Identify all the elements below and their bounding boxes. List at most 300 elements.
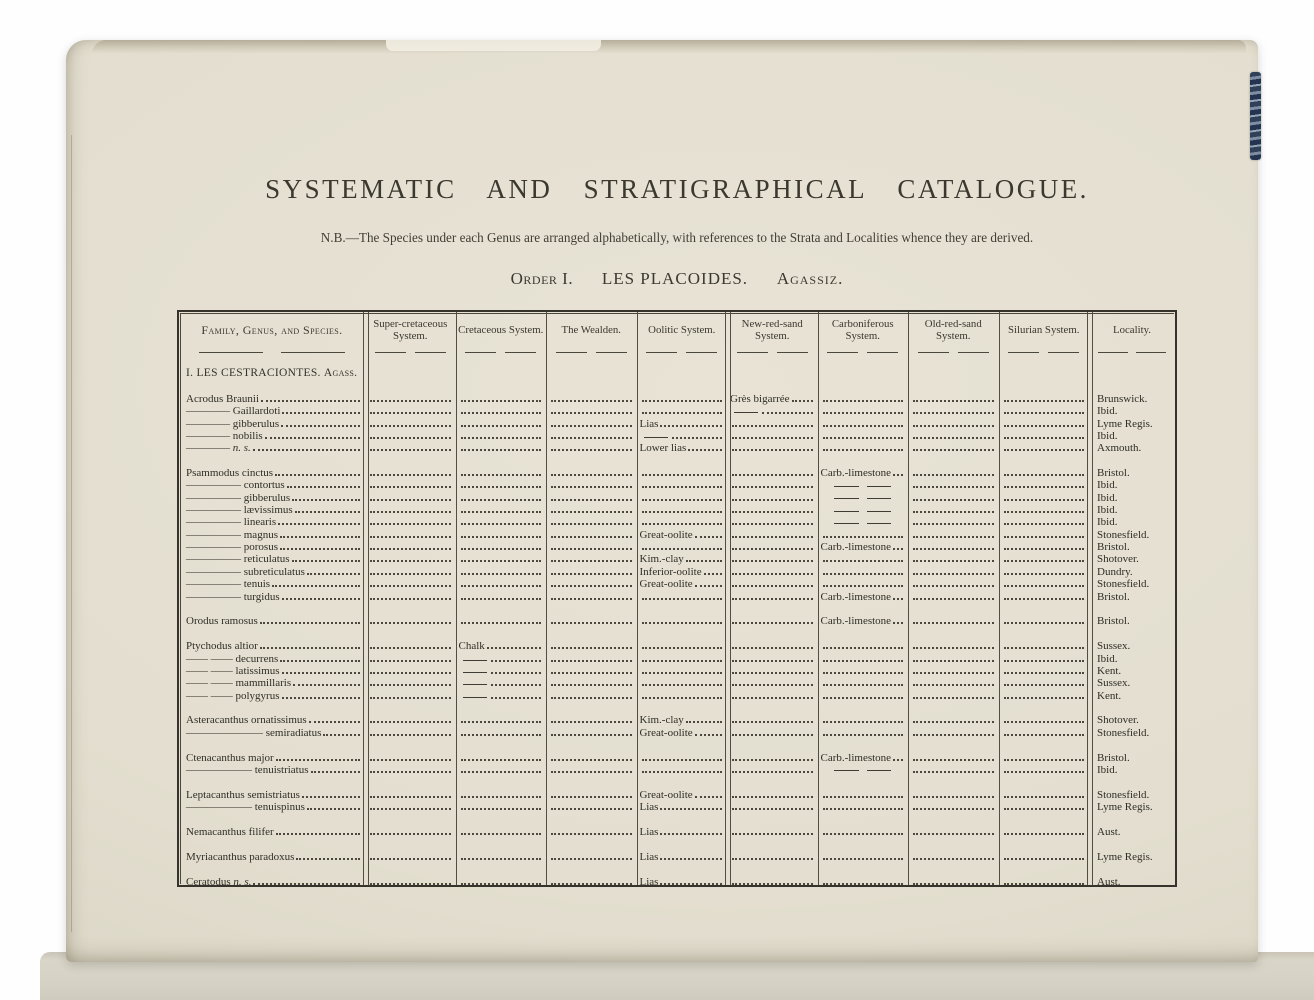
dotted-leader	[311, 771, 360, 773]
cell-silurian	[999, 665, 1090, 677]
dotted-leader	[260, 647, 360, 649]
cell-wealden	[546, 541, 637, 553]
dotted-leader	[672, 437, 723, 439]
cell-oolitic	[637, 504, 728, 516]
dotted-leader	[642, 771, 723, 773]
table-row	[179, 491, 1175, 503]
cell-cretaceous	[456, 565, 547, 577]
section-heading-text: I. LES CESTRACIONTES.	[186, 367, 324, 379]
cell-oolitic	[637, 665, 728, 677]
cell-species	[179, 714, 365, 726]
dotted-leader	[551, 833, 632, 835]
dotted-leader	[704, 573, 722, 575]
dotted-leader	[732, 660, 813, 662]
dotted-leader	[370, 808, 451, 810]
cell-cretaceous	[456, 528, 547, 540]
species-name: ———— Gaillardoti	[186, 405, 281, 418]
table-row	[179, 479, 1175, 491]
dotted-leader	[642, 400, 723, 402]
dotted-leader	[1004, 536, 1085, 538]
cell-cretaceous	[456, 541, 547, 553]
order-author: Agassiz.	[776, 269, 844, 288]
dotted-leader	[823, 833, 904, 835]
cell-species	[179, 504, 365, 516]
cell-locality	[1089, 677, 1175, 689]
locality-value: Ibid.	[1097, 429, 1118, 442]
dotted-leader	[913, 808, 994, 810]
cell-cretaceous	[456, 850, 547, 862]
dotted-leader	[551, 647, 632, 649]
stratum-entry: Inferior-oolite	[639, 565, 702, 578]
locality-value: Stonesfield.	[1097, 788, 1150, 801]
cell-cretaceous	[456, 442, 547, 454]
dotted-leader	[551, 425, 632, 427]
dotted-leader	[551, 622, 632, 624]
section-heading	[186, 367, 1175, 380]
dotted-leader	[642, 672, 723, 674]
cell-cretaceous	[456, 553, 547, 565]
cell-carboniferous	[818, 850, 909, 862]
column-divider	[637, 312, 638, 885]
dotted-leader	[551, 759, 632, 761]
dotted-leader	[461, 573, 542, 575]
stratum-entry: Lias	[639, 850, 659, 863]
stratum-entry: Chalk	[458, 640, 485, 653]
ditto-mark	[463, 684, 487, 685]
cell-carboniferous	[818, 491, 909, 503]
cell-new_red_sand	[727, 565, 818, 577]
cell-new_red_sand	[727, 590, 818, 602]
locality-value: Bristol.	[1097, 541, 1130, 554]
table-row	[179, 578, 1175, 590]
column-divider	[1087, 312, 1093, 885]
dotted-leader	[1004, 437, 1085, 439]
dotted-leader	[280, 536, 360, 538]
dotted-leader	[551, 548, 632, 550]
cell-carboniferous	[818, 615, 909, 627]
ditto-mark	[834, 486, 891, 487]
dotted-leader	[491, 672, 542, 674]
cell-oolitic	[637, 393, 728, 405]
cell-oolitic	[637, 467, 728, 479]
cell-wealden	[546, 553, 637, 565]
species-name: ————— contortus	[186, 479, 285, 492]
cell-old_red_sand	[908, 528, 999, 540]
cell-carboniferous	[818, 640, 909, 652]
dotted-leader	[642, 548, 723, 550]
species-group	[179, 751, 1175, 776]
cell-new_red_sand	[727, 442, 818, 454]
cell-carboniferous	[818, 665, 909, 677]
dotted-leader	[913, 796, 994, 798]
marbled-edge-mark	[1250, 72, 1261, 160]
dotted-leader	[1004, 486, 1085, 488]
cell-carboniferous	[818, 504, 909, 516]
dotted-leader	[551, 560, 632, 562]
dotted-leader	[278, 523, 360, 525]
table-row	[179, 565, 1175, 577]
cell-species	[179, 578, 365, 590]
cell-new_red_sand	[727, 417, 818, 429]
dotted-leader	[461, 585, 542, 587]
dotted-leader	[1004, 573, 1085, 575]
locality-value: Lyme Regis.	[1097, 417, 1153, 430]
species-name: Psammodus cinctus	[186, 467, 274, 480]
dotted-leader	[893, 622, 903, 624]
cell-cretaceous	[456, 405, 547, 417]
locality-value: Dundry.	[1097, 565, 1133, 578]
dotted-leader	[732, 672, 813, 674]
cell-species	[179, 590, 365, 602]
dotted-leader	[1004, 622, 1085, 624]
dotted-leader	[1004, 425, 1085, 427]
dotted-leader	[551, 412, 632, 414]
cell-silurian	[999, 491, 1090, 503]
cell-carboniferous	[818, 467, 909, 479]
dotted-leader	[370, 437, 451, 439]
dotted-leader	[913, 697, 994, 699]
species-name: ————— subreticulatus	[186, 565, 305, 578]
locality-value: Stonesfield.	[1097, 578, 1150, 591]
column-divider	[546, 312, 547, 885]
cell-old_red_sand	[908, 826, 999, 838]
cell-silurian	[999, 516, 1090, 528]
table-row	[179, 714, 1175, 726]
dotted-leader	[913, 660, 994, 662]
locality-value: Stonesfield.	[1097, 726, 1150, 739]
dotted-leader	[913, 771, 994, 773]
cell-locality	[1089, 665, 1175, 677]
cell-oolitic	[637, 516, 728, 528]
header-rule	[556, 352, 627, 353]
dotted-leader	[913, 883, 994, 885]
dotted-leader	[823, 697, 904, 699]
cell-old_red_sand	[908, 665, 999, 677]
table-row	[179, 850, 1175, 862]
species-group	[179, 467, 1175, 603]
table-row	[179, 689, 1175, 701]
cell-silurian	[999, 689, 1090, 701]
dotted-leader	[823, 573, 904, 575]
dotted-leader	[823, 660, 904, 662]
stratum-entry: Great-oolite	[639, 726, 693, 739]
dotted-leader	[282, 672, 360, 674]
cell-locality	[1089, 467, 1175, 479]
cell-oolitic	[637, 615, 728, 627]
dotted-leader	[642, 684, 723, 686]
stratum-entry: Carb.-limestone	[820, 615, 892, 628]
dotted-leader	[1004, 560, 1085, 562]
cell-super_cretaceous	[365, 726, 456, 738]
species-name: ——————— semiradiatus	[186, 726, 322, 739]
cell-carboniferous	[818, 689, 909, 701]
cell-locality	[1089, 689, 1175, 701]
cell-carboniferous	[818, 553, 909, 565]
dotted-leader	[281, 425, 360, 427]
dotted-leader	[551, 598, 632, 600]
table-row	[179, 467, 1175, 479]
dotted-leader	[913, 721, 994, 723]
cell-old_red_sand	[908, 553, 999, 565]
cell-carboniferous	[818, 516, 909, 528]
cell-old_red_sand	[908, 565, 999, 577]
cell-locality	[1089, 541, 1175, 553]
dotted-leader	[732, 425, 813, 427]
dotted-leader	[276, 759, 360, 761]
column-header	[908, 312, 999, 358]
cell-species	[179, 801, 365, 813]
cell-oolitic	[637, 751, 728, 763]
dotted-leader	[370, 449, 451, 451]
dotted-leader	[370, 536, 451, 538]
dotted-leader	[323, 734, 360, 736]
dotted-leader	[292, 560, 360, 562]
cell-new_red_sand	[727, 553, 818, 565]
cell-oolitic	[637, 541, 728, 553]
dotted-leader	[732, 474, 813, 476]
header-rule	[465, 352, 536, 353]
dotted-leader	[913, 647, 994, 649]
cell-wealden	[546, 751, 637, 763]
column-header-label: Silurian System.	[1008, 323, 1080, 336]
cell-new_red_sand	[727, 615, 818, 627]
dotted-leader	[461, 548, 542, 550]
table-row	[179, 615, 1175, 627]
cell-wealden	[546, 590, 637, 602]
ditto-mark	[834, 523, 891, 524]
cell-wealden	[546, 430, 637, 442]
column-header	[1089, 312, 1175, 358]
dotted-leader	[893, 548, 903, 550]
cell-wealden	[546, 640, 637, 652]
order-label: Order I.	[510, 269, 574, 288]
dotted-leader	[1004, 449, 1085, 451]
dotted-leader	[823, 585, 904, 587]
header-rule	[199, 352, 344, 353]
cell-carboniferous	[818, 430, 909, 442]
cell-silurian	[999, 442, 1090, 454]
locality-value: Bristol.	[1097, 751, 1130, 764]
column-divider	[456, 312, 457, 885]
dotted-leader	[461, 536, 542, 538]
cell-new_red_sand	[727, 652, 818, 664]
cell-new_red_sand	[727, 393, 818, 405]
cell-wealden	[546, 726, 637, 738]
cell-super_cretaceous	[365, 764, 456, 776]
cell-silurian	[999, 640, 1090, 652]
species-name: —— —— mammillaris	[186, 677, 292, 690]
dotted-leader	[461, 808, 542, 810]
cell-super_cretaceous	[365, 788, 456, 800]
dotted-leader	[1004, 883, 1085, 885]
dotted-leader	[1004, 660, 1085, 662]
dotted-leader	[370, 573, 451, 575]
cell-carboniferous	[818, 479, 909, 491]
cell-silurian	[999, 417, 1090, 429]
cell-cretaceous	[456, 590, 547, 602]
stratum-entry: Lias	[639, 825, 659, 838]
dotted-leader	[370, 474, 451, 476]
species-name: —————— tenuispinus	[186, 801, 305, 814]
cell-silurian	[999, 528, 1090, 540]
cell-cretaceous	[456, 875, 547, 885]
dotted-leader	[792, 400, 813, 402]
cell-carboniferous	[818, 714, 909, 726]
cell-cretaceous	[456, 677, 547, 689]
dotted-leader	[551, 796, 632, 798]
dotted-leader	[913, 598, 994, 600]
cell-species	[179, 875, 365, 885]
dotted-leader	[642, 697, 723, 699]
cell-super_cretaceous	[365, 479, 456, 491]
cell-carboniferous	[818, 726, 909, 738]
dotted-leader	[461, 499, 542, 501]
dotted-leader	[370, 734, 451, 736]
column-header-label: Cretaceous System.	[458, 323, 544, 336]
dotted-leader	[913, 523, 994, 525]
dotted-leader	[282, 598, 360, 600]
cell-locality	[1089, 417, 1175, 429]
dotted-leader	[732, 721, 813, 723]
dotted-leader	[276, 833, 360, 835]
cell-new_red_sand	[727, 528, 818, 540]
column-header	[818, 312, 909, 358]
cell-new_red_sand	[727, 714, 818, 726]
cell-locality	[1089, 405, 1175, 417]
cell-silurian	[999, 714, 1090, 726]
species-group	[179, 393, 1175, 455]
cell-oolitic	[637, 442, 728, 454]
dotted-leader	[913, 449, 994, 451]
cell-locality	[1089, 491, 1175, 503]
cell-old_red_sand	[908, 850, 999, 862]
cell-new_red_sand	[727, 801, 818, 813]
cell-old_red_sand	[908, 751, 999, 763]
dotted-leader	[461, 759, 542, 761]
cell-locality	[1089, 504, 1175, 516]
cell-silurian	[999, 764, 1090, 776]
cell-super_cretaceous	[365, 565, 456, 577]
cell-new_red_sand	[727, 788, 818, 800]
cell-old_red_sand	[908, 393, 999, 405]
dotted-leader	[686, 721, 722, 723]
header-rule	[737, 352, 808, 353]
dotted-leader	[370, 548, 451, 550]
cell-carboniferous	[818, 652, 909, 664]
cell-species	[179, 479, 365, 491]
dotted-leader	[370, 796, 451, 798]
ditto-mark	[644, 437, 668, 438]
dotted-leader	[551, 771, 632, 773]
dotted-leader	[688, 449, 722, 451]
dotted-leader	[695, 536, 722, 538]
column-header-label: Family, Genus, and Species.	[201, 322, 343, 337]
dotted-leader	[265, 437, 360, 439]
species-name: ————— linearis	[186, 516, 277, 529]
cell-carboniferous	[818, 764, 909, 776]
table-row	[179, 875, 1175, 885]
dotted-leader	[461, 771, 542, 773]
cell-species	[179, 565, 365, 577]
cell-new_red_sand	[727, 467, 818, 479]
dotted-leader	[1004, 511, 1085, 513]
dotted-leader	[642, 660, 723, 662]
dotted-leader	[292, 499, 360, 501]
cell-species	[179, 652, 365, 664]
dotted-leader	[913, 474, 994, 476]
dotted-leader	[823, 536, 904, 538]
cell-super_cretaceous	[365, 442, 456, 454]
locality-value: Lyme Regis.	[1097, 850, 1153, 863]
cell-cretaceous	[456, 665, 547, 677]
cell-silurian	[999, 467, 1090, 479]
dotted-leader	[370, 771, 451, 773]
dotted-leader	[370, 486, 451, 488]
cell-species	[179, 516, 365, 528]
cell-new_red_sand	[727, 677, 818, 689]
dotted-leader	[913, 684, 994, 686]
ditto-mark	[834, 511, 891, 512]
cell-carboniferous	[818, 751, 909, 763]
cell-new_red_sand	[727, 850, 818, 862]
dotted-leader	[282, 697, 361, 699]
header-rule	[646, 352, 717, 353]
cell-wealden	[546, 677, 637, 689]
dotted-leader	[660, 858, 722, 860]
dotted-leader	[823, 684, 904, 686]
cell-oolitic	[637, 875, 728, 885]
dotted-leader	[370, 759, 451, 761]
dotted-leader	[461, 858, 542, 860]
cell-cretaceous	[456, 640, 547, 652]
cell-species	[179, 764, 365, 776]
species-name: ———— n. s.	[186, 442, 251, 455]
cell-locality	[1089, 590, 1175, 602]
cell-new_red_sand	[727, 479, 818, 491]
species-name: —— —— polygyrus	[186, 689, 280, 702]
cell-silurian	[999, 850, 1090, 862]
dotted-leader	[461, 734, 542, 736]
dotted-leader	[732, 499, 813, 501]
cell-species	[179, 491, 365, 503]
cell-new_red_sand	[727, 491, 818, 503]
dotted-leader	[551, 536, 632, 538]
cell-wealden	[546, 714, 637, 726]
dotted-leader	[913, 833, 994, 835]
dotted-leader	[261, 400, 360, 402]
cell-old_red_sand	[908, 479, 999, 491]
stratum-entry: Lias	[639, 417, 659, 430]
dotted-leader	[1004, 808, 1085, 810]
cell-old_red_sand	[908, 875, 999, 885]
dotted-leader	[302, 796, 360, 798]
cell-species	[179, 726, 365, 738]
locality-value: Ibid.	[1097, 652, 1118, 665]
column-header-label: Carboniferous System.	[831, 317, 894, 342]
cell-locality	[1089, 652, 1175, 664]
dotted-leader	[823, 400, 904, 402]
cell-wealden	[546, 405, 637, 417]
stratum-entry: Carb.-limestone	[820, 541, 892, 554]
cell-locality	[1089, 615, 1175, 627]
cell-wealden	[546, 764, 637, 776]
cell-new_red_sand	[727, 726, 818, 738]
dotted-leader	[461, 622, 542, 624]
cell-wealden	[546, 479, 637, 491]
cell-super_cretaceous	[365, 689, 456, 701]
species-name: Asteracanthus ornatissimus	[186, 714, 307, 727]
cell-new_red_sand	[727, 751, 818, 763]
